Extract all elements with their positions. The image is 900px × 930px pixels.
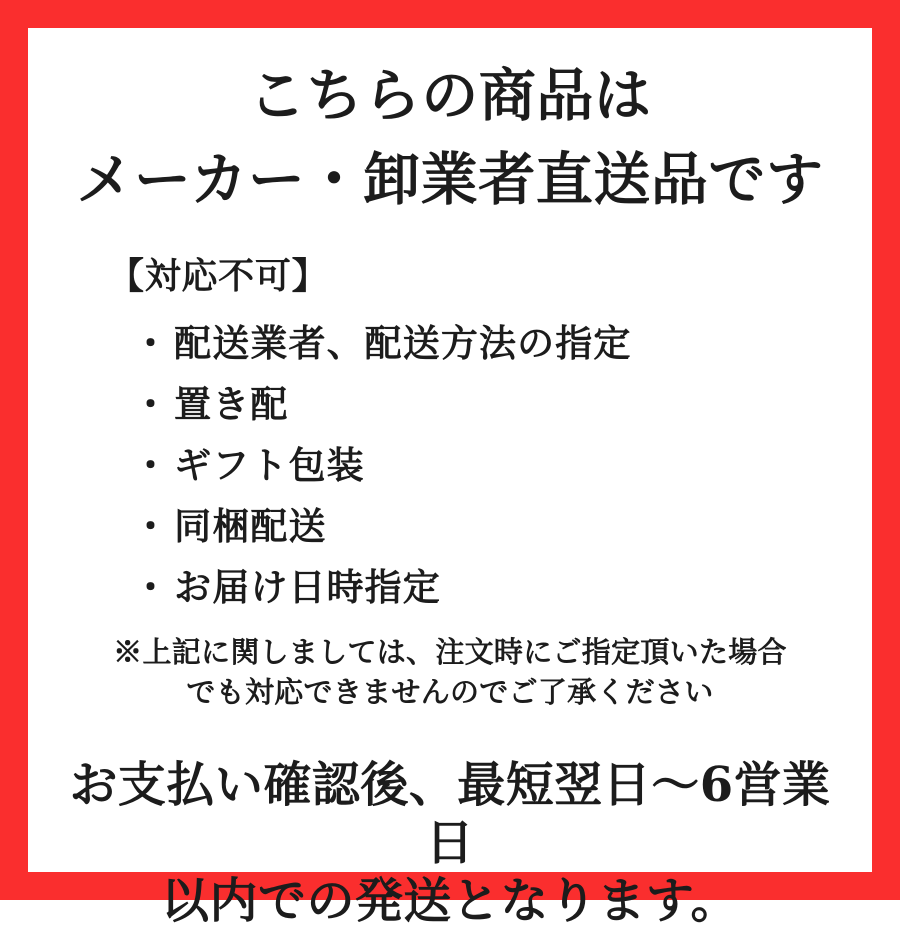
notice-content xyxy=(28,28,872,929)
list-item xyxy=(132,496,852,557)
list-item-label: 配送業者、配送方法の指定 xyxy=(174,321,632,365)
list-item xyxy=(132,374,852,435)
list-item-label: 同梱配送 xyxy=(174,504,327,548)
list-item xyxy=(132,313,852,374)
bullet-icon: ・ xyxy=(132,504,171,548)
list-item-label: 置き配 xyxy=(174,382,289,426)
restrictions-list xyxy=(132,313,852,618)
notice-title xyxy=(48,54,852,222)
bullet-icon: ・ xyxy=(132,565,171,609)
notice-title-line2: メーカー・卸業者直送品です xyxy=(76,146,824,213)
list-item xyxy=(132,435,852,496)
restrictions-note-line2: でも対応できませんのでご了承ください xyxy=(186,675,714,709)
bullet-icon: ・ xyxy=(132,382,171,426)
bullet-icon: ・ xyxy=(132,321,171,365)
restrictions-heading: 【対応不可】 xyxy=(108,255,329,297)
list-item xyxy=(132,557,852,618)
shipping-info xyxy=(48,756,852,930)
restrictions-note xyxy=(48,632,852,712)
notice-title-line1: こちらの商品は xyxy=(248,62,652,129)
restrictions-note-line1: ※上記に関しましては、注文時にご指定頂いた場合 xyxy=(113,635,787,669)
list-item-label: ギフト包装 xyxy=(174,443,365,487)
bullet-icon: ・ xyxy=(132,443,171,487)
shipping-info-line2: 以内での発送となります。 xyxy=(161,873,739,929)
shipping-info-line1: お支払い確認後、最短翌日〜6営業日 xyxy=(69,757,831,871)
list-item-label: お届け日時指定 xyxy=(174,565,441,609)
